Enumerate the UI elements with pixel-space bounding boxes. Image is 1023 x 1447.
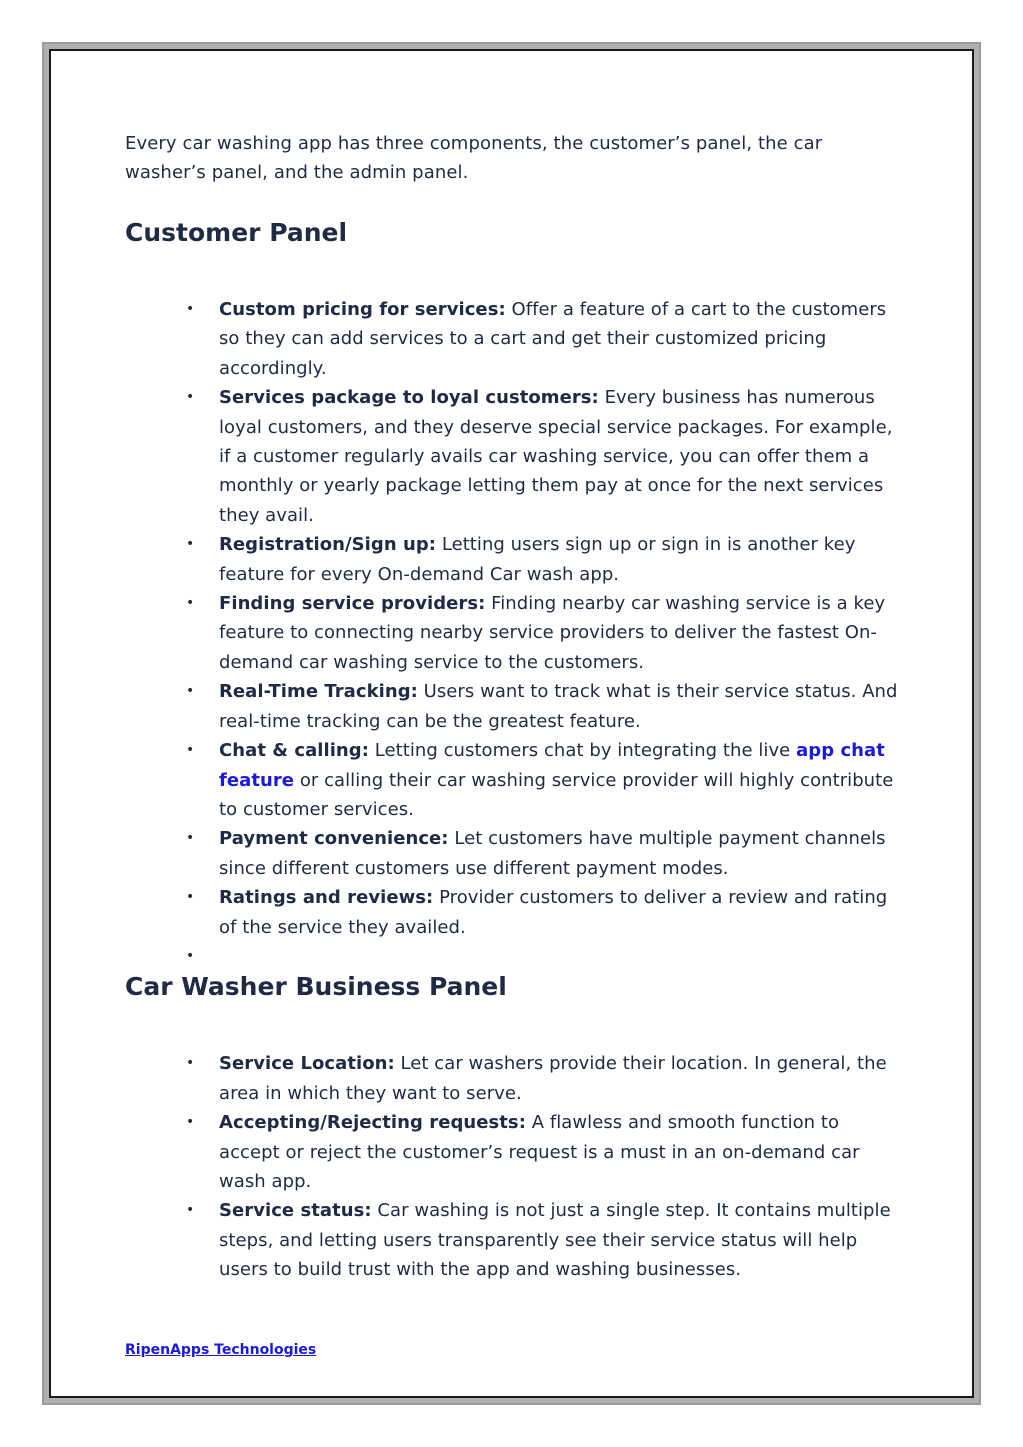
list-item [186, 824, 905, 883]
list-item [186, 295, 905, 383]
list-item [186, 1196, 905, 1284]
bullet-icon: • [186, 301, 195, 317]
bullet-icon: • [186, 683, 195, 700]
list-item [186, 677, 905, 736]
washer-panel-list [125, 1049, 905, 1284]
bullet-icon: • [186, 947, 195, 964]
item-label: Real-Time Tracking: [219, 681, 418, 703]
customer-panel-heading: Customer Panel [125, 218, 348, 247]
footer-company-link[interactable]: RipenApps Technologies [125, 1342, 317, 1358]
item-label: Service Location: [219, 1053, 395, 1075]
item-text: Let customers have multiple payment channels since different customers use different payment modes. [219, 828, 886, 879]
bullet-icon: • [186, 536, 195, 553]
item-label: Accepting/Rejecting requests: [219, 1112, 526, 1134]
list-item [186, 589, 905, 677]
bullet-icon: • [186, 1114, 195, 1131]
item-label: Registration/Sign up: [219, 534, 437, 556]
bullet-icon: • [186, 1202, 195, 1219]
item-text: Letting users sign up or sign in is another key feature for every On-demand Car wash app. [219, 534, 856, 585]
item-label: Chat & calling: [219, 740, 369, 762]
intro-paragraph: Every car washing app has three components, the customer’s panel, the car washer’s panel, and the admin panel. [125, 133, 823, 183]
bullet-icon: • [186, 830, 195, 847]
list-item [186, 530, 905, 589]
item-text: Let car washers provide their location. In general, the area in which they want to serve. [219, 1053, 887, 1104]
item-text: or calling their car washing service provider will highly contribute to customer services. [219, 769, 894, 820]
list-item [186, 1049, 905, 1108]
item-text: Offer a feature of a cart to the customers so they can add services to a cart and get their customized pricing accordingly. [219, 299, 887, 379]
bullet-icon: • [186, 742, 195, 759]
item-label: Service status: [219, 1200, 372, 1222]
document-page [49, 49, 974, 1398]
bullet-icon: • [186, 889, 195, 906]
list-item [186, 1108, 905, 1196]
list-item [186, 736, 905, 824]
item-text: Letting customers chat by integrating the live [368, 740, 797, 762]
page-frame [42, 42, 981, 1405]
item-text: Finding nearby car washing service is a key feature to connecting nearby service providers to deliver the fastest On-demand car washing service to the customers. [219, 593, 886, 673]
document-content [125, 129, 905, 1285]
item-text: Provider customers to deliver a review and rating of the service they availed. [219, 887, 888, 938]
bullet-icon: • [186, 595, 195, 612]
list-item [186, 883, 905, 942]
item-text: A flawless and smooth function to accept or reject the customer’s request is a must in an on-demand car wash app. [219, 1112, 860, 1192]
item-text: Every business has numerous loyal customers, and they deserve special service packages. For example, if a customer regularly avails car washing service, you can offer them a monthly or yearly package letting them pay at once for the next services they avail. [219, 387, 893, 526]
item-label: Ratings and reviews: [219, 887, 434, 909]
item-text: Users want to track what is their service status. And real-time tracking can be the greatest feature. [219, 681, 898, 732]
item-label: Services package to loyal customers: [219, 387, 599, 409]
item-label: Custom pricing for services: [219, 299, 506, 320]
empty-list-item [186, 942, 905, 971]
item-label: Payment convenience: [219, 828, 449, 850]
customer-panel-list [125, 295, 905, 971]
washer-panel-heading: Car Washer Business Panel [125, 972, 507, 1002]
bullet-icon: • [186, 1055, 195, 1072]
list-item [186, 383, 905, 530]
item-text: Car washing is not just a single step. It contains multiple steps, and letting users transparently see their service status will help users to build trust with the app and washing businesses. [219, 1200, 891, 1281]
item-label: Finding service providers: [219, 593, 486, 615]
bullet-icon: • [186, 389, 195, 406]
app-chat-feature-link[interactable]: app chat feature [219, 740, 885, 791]
